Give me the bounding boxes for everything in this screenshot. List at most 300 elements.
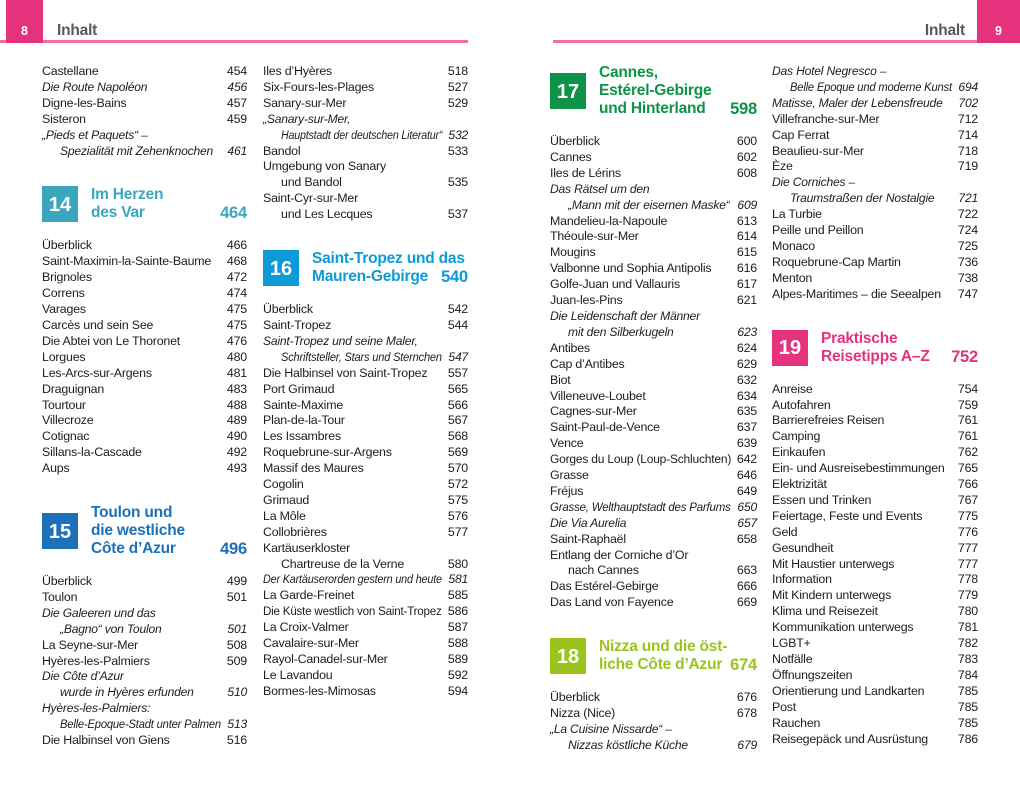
toc-entry [263,620,468,636]
toc-entry [772,64,978,80]
toc-entry [42,461,247,477]
toc-entry-text: Monaco [772,238,815,253]
toc-entry [42,654,247,670]
toc-entry-page: 600 [736,134,757,148]
toc-entry-page: 537 [447,207,468,222]
toc-entry-text: Die Via Aurelia [550,515,627,530]
toc-entry [550,532,757,548]
toc-entry-text: Saint-Tropez [263,317,332,332]
toc-entry-page: 609 [737,197,757,212]
page-number-left: 8 [21,24,28,38]
toc-entry-text: Lorgues [42,349,86,364]
toc-column-3 [550,64,757,754]
toc-entry [263,413,468,429]
toc-entry-text: und Les Lecques [281,207,373,222]
toc-entry-page: 649 [736,483,757,498]
toc-entry-text: wurde in Hyères erfunden [60,685,194,700]
toc-entry-page: 761 [957,429,978,444]
toc-entry-page: 663 [736,563,757,578]
toc-entry [550,261,757,277]
toc-entry-text: Cap Ferrat [772,127,830,142]
chapter-number: 17 [556,80,580,103]
toc-entry-page: 567 [447,413,468,428]
toc-entry [42,286,247,302]
chapter-title [599,64,757,118]
toc-entry [772,413,978,429]
toc-entry [772,287,978,303]
toc-entry [263,541,468,557]
toc-entry-page: 694 [958,79,978,94]
toc-entry-text: Die Leidenschaft der Männer [550,308,700,323]
toc-entry-page: 466 [226,238,247,253]
toc-entry [772,572,978,588]
toc-entry-page: 581 [448,572,468,587]
toc-entry-text: Entlang der Corniche d’Or [550,547,689,562]
toc-entry [550,722,757,738]
toc-entry-page: 544 [447,317,468,332]
toc-entry [42,445,247,461]
toc-entry [263,350,468,366]
toc-entry-page: 637 [736,420,757,435]
toc-entry [263,191,468,207]
toc-entry [772,429,978,445]
toc-entry-text: Fréjus [550,483,584,498]
chapter-heading [772,330,978,366]
chapter-number-box [42,513,78,549]
toc-entry [550,563,757,579]
toc-entry-text: Cannes [550,149,592,164]
toc-entry [42,318,247,334]
toc-entry-page: 639 [736,436,757,451]
toc-entry [550,277,757,293]
toc-entry-page: 616 [736,261,757,276]
toc-entry-text: Saint-Cyr-sur-Mer [263,191,359,206]
toc-entry-text: La Seyne-sur-Mer [42,637,138,652]
toc-entry-text: Chartreuse de la Verne [281,556,405,571]
toc-entry [772,493,978,509]
toc-entry-text: „Sanary-sur-Mer, [263,111,351,126]
toc-entry [550,595,757,611]
toc-entry-page: 613 [736,213,757,228]
toc-entry-page: 629 [736,356,757,371]
toc-entry-page: 493 [226,461,247,476]
toc-entry-text: Hyères-les-Palmiers [42,653,150,668]
toc-entry-page: 501 [227,621,247,636]
toc-entry-page: 533 [447,143,468,158]
toc-entry [772,207,978,223]
toc-entry [772,525,978,541]
toc-entry [263,302,468,318]
toc-entry-page: 784 [957,667,978,682]
toc-entry-page: 615 [736,245,757,260]
toc-entry [772,509,978,525]
toc-entry-page: 489 [226,413,247,428]
toc-entry-page: 634 [736,388,757,403]
toc-entry-page: 782 [957,636,978,651]
chapter-number: 19 [778,337,802,360]
toc-entry-text: Barrierefreies Reisen [772,413,885,428]
toc-entry [42,238,247,254]
chapter-title-text: Mauren-Gebirge [312,268,429,286]
toc-entry [263,557,468,573]
toc-entry-text: Reisegepäck und Ausrüstung [772,731,928,746]
toc-entry [42,382,247,398]
toc-entry-text: Castellane [42,64,99,78]
toc-entry [263,509,468,525]
toc-entry [263,366,468,382]
toc-entry [550,738,757,754]
toc-entry [772,239,978,255]
toc-entry [772,652,978,668]
toc-entry-page: 576 [447,508,468,523]
toc-entry-page: 501 [226,589,247,604]
toc-entry [772,159,978,175]
page-number-right: 9 [995,24,1002,38]
toc-entry [550,134,757,150]
toc-entry-text: Valbonne und Sophia Antipolis [550,261,712,276]
toc-entry-text: Mit Kindern unterwegs [772,588,892,603]
toc-entry-text: Le Lavandou [263,667,333,682]
chapter-number: 15 [48,520,72,543]
toc-entry-text: Camping [772,429,821,444]
toc-entry-page: 532 [448,127,468,142]
toc-entry-text: Alpes-Maritimes – die Seealpen [772,286,941,301]
toc-entry [772,668,978,684]
toc-entry-text: Tourtour [42,397,86,412]
toc-entry-page: 580 [447,556,468,571]
toc-entry-text: Belle-Epoque-Stadt unter Palmen [60,717,221,732]
toc-entry-page: 725 [957,238,978,253]
toc-entry-page: 456 [227,79,247,94]
chapter-number: 18 [556,645,580,668]
toc-entry [263,128,468,144]
toc-entry-text: Überblick [550,134,600,148]
toc-entry-text: Orientierung und Landkarten [772,683,925,698]
toc-entry [772,112,978,128]
toc-entry-text: Traumstraßen der Nostalgie [790,191,935,206]
toc-entry-text: Antibes [550,340,590,355]
toc-entry [550,420,757,436]
chapter-title-text: Cannes, [599,64,658,81]
toc-entry [42,144,247,160]
toc-entry-page: 724 [957,223,978,238]
toc-entry-text: Aups [42,461,70,476]
toc-entry-page: 781 [957,620,978,635]
chapter-title-line [91,204,247,222]
chapter-title-text: und Hinterland [599,100,706,117]
toc-entry [263,207,468,223]
toc-entry-page: 721 [958,191,978,206]
toc-entry [42,128,247,144]
toc-entry-page: 490 [226,429,247,444]
chapter-heading [263,250,468,286]
toc-entry-page: 712 [957,111,978,126]
toc-entry-text: Cagnes-sur-Mer [550,404,637,419]
toc-entry [772,445,978,461]
toc-entry-text: Saint-Paul-de-Vence [550,420,660,435]
toc-entry [263,493,468,509]
toc-entry-text: Autofahren [772,397,831,412]
toc-entry [550,436,757,452]
toc-entry-text: Bormes-les-Mimosas [263,683,376,698]
toc-entry-page: 475 [226,302,247,317]
toc-entry-text: Überblick [263,302,313,317]
toc-entry [550,229,757,245]
chapter-title [91,186,247,222]
toc-entry [42,398,247,414]
toc-entry [42,112,247,128]
toc-entry-text: Elektrizität [772,477,827,492]
page-number-tab-left [6,0,43,43]
toc-entry-text: Villeneuve-Loubet [550,388,646,403]
toc-entry [42,590,247,606]
toc-entry-text: Roquebrune-sur-Argens [263,445,392,460]
toc-entry-text: Die Route Napoléon [42,79,148,94]
chapter-page-number: 464 [220,204,247,223]
toc-entry-text: Rauchen [772,715,821,730]
chapter-title-text: Praktische [821,329,898,347]
toc-entry-text: Roquebrune-Cap Martin [772,254,901,269]
toc-entry-page: 468 [226,254,247,269]
toc-entry-text: Sillans-la-Cascade [42,445,142,460]
toc-entry-text: Die Küste westlich von Saint-Tropez [263,604,442,619]
toc-entry-text: LGBT+ [772,636,811,651]
chapter-title [821,330,978,366]
toc-entry-text: Carcès und sein See [42,317,154,332]
toc-entry-text: Geld [772,524,798,539]
toc-column-1 [42,64,247,749]
toc-entry-text: Correns [42,286,85,301]
toc-entry-page: 617 [736,277,757,292]
chapter-title-line [821,330,978,348]
chapter-title-text: Côte d’Azur [91,540,176,558]
toc-entry [42,606,247,622]
chapter-title-line [91,540,247,558]
toc-entry-page: 783 [957,652,978,666]
toc-entry-page: 719 [957,159,978,174]
toc-entry-text: Die Abtei von Le Thoronet [42,333,181,348]
toc-entry-page: 747 [957,286,978,301]
toc-entry [263,398,468,414]
toc-entry-page: 585 [447,588,468,603]
chapter-title [599,638,757,674]
toc-entry-text: Überblick [42,238,92,253]
toc-entry-page: 759 [957,397,978,412]
toc-entry [772,80,978,96]
toc-entry-text: Öffnungszeiten [772,667,853,682]
toc-entry-page: 508 [226,637,247,652]
toc-entry-page: 588 [447,636,468,651]
toc-entry-text: und Bandol [281,175,342,190]
toc-entry-page: 766 [957,477,978,492]
toc-entry [772,541,978,557]
chapter-title-line [599,656,757,674]
toc-entry-text: Hyères-les-Palmiers: [42,701,151,716]
toc-entry-page: 577 [447,524,468,539]
toc-entry [42,254,247,270]
toc-entry [550,452,757,468]
toc-entry-page: 476 [226,333,247,348]
toc-entry-page: 761 [957,413,978,428]
chapter-title-line [91,522,247,540]
toc-entry [550,198,757,214]
toc-entry [772,223,978,239]
toc-entry [550,404,757,420]
toc-entry-text: Rayol-Canadel-sur-Mer [263,652,388,666]
chapter-heading [42,186,247,222]
toc-entry-text: Matisse, Maler der Lebensfreude [772,95,943,110]
toc-entry-text: Collobrières [263,524,327,539]
toc-entry-page: 718 [957,143,978,158]
toc-entry-text: Klima und Reisezeit [772,604,878,619]
toc-entry-text: Draguignan [42,381,105,396]
toc-entry-text: Vence [550,436,584,451]
toc-entry-page: 754 [957,381,978,396]
toc-entry-text: Das Land von Fayence [550,595,674,610]
chapter-page-number: 496 [220,540,247,559]
toc-entry-page: 714 [957,127,978,142]
toc-entry-text: Die Halbinsel von Giens [42,733,170,748]
toc-entry-page: 666 [736,579,757,594]
toc-entry [550,579,757,595]
toc-entry-page: 510 [227,685,247,700]
chapter-number-box [550,73,586,109]
toc-entry-page: 488 [226,397,247,412]
chapter-title-line [599,638,757,656]
toc-entry-page: 657 [737,515,757,530]
toc-entry [263,429,468,445]
toc-column-2 [263,64,468,700]
toc-entry-text: Saint-Raphaël [550,531,626,546]
toc-entry-text: Das Rätsel um den [550,181,650,196]
toc-entry [550,214,757,230]
toc-entry-text: „Pieds et Paquets“ – [42,127,148,142]
toc-entry [550,245,757,261]
toc-entry [550,484,757,500]
toc-entry-text: „Mann mit der eisernen Maske“ [568,197,730,212]
toc-entry-text: Kommunikation unterwegs [772,620,914,635]
toc-entry [263,318,468,334]
toc-entry-page: 557 [447,365,468,380]
toc-entry-text: Plan-de-la-Tour [263,413,345,428]
toc-entry-page: 780 [957,604,978,619]
toc-entry-page: 492 [226,445,247,460]
chapter-title-text: die westliche [91,522,185,540]
toc-entry-text: Digne-les-Bains [42,95,127,110]
toc-entry-text: Les-Arcs-sur-Argens [42,365,152,380]
toc-entry [263,477,468,493]
toc-entry [772,684,978,700]
chapter-title-text: des Var [91,204,145,222]
toc-entry-text: Mandelieu-la-Napoule [550,213,668,228]
chapter-title [91,504,247,558]
toc-entry-text: Gorges du Loup (Loup-Schluchten) [550,452,732,467]
toc-entry [263,175,468,191]
toc-entry-page: 586 [447,604,468,619]
toc-entry [550,690,757,706]
toc-entry-text: Nizzas köstliche Küche [568,737,688,752]
toc-entry-text: Die Corniches – [772,175,856,190]
toc-entry-text: Anreise [772,381,813,396]
chapter-title-text: Saint-Tropez und das [312,250,465,268]
toc-entry [772,191,978,207]
toc-entry-page: 499 [226,574,247,589]
header-title-left: Inhalt [57,22,98,39]
chapter-title-text: Toulon und [91,504,173,522]
toc-entry-text: Ein- und Ausreisebestimmungen [772,461,945,476]
toc-entry-text: Théoule-sur-Mer [550,229,639,244]
chapter-title-line [91,186,247,204]
toc-entry-page: 472 [226,270,247,285]
chapter-number: 14 [48,193,72,216]
toc-entry [263,684,468,700]
toc-entry [550,548,757,564]
toc-entry-text: Kartäuserkloster [263,540,351,555]
toc-entry-text: Juan-les-Pins [550,293,623,308]
chapter-page-number: 752 [951,347,978,366]
toc-entry-text: Die Halbinsel von Saint-Tropez [263,365,428,380]
toc-entry [772,604,978,620]
chapter-title-line [821,348,978,366]
toc-entry-text: Saint-Tropez und seine Maler, [263,333,418,348]
toc-entry-page: 676 [736,690,757,705]
chapter-title [312,250,468,286]
toc-entry-page: 535 [447,175,468,190]
chapter-title-line [599,64,757,82]
toc-entry [772,128,978,144]
toc-entry [772,175,978,191]
toc-entry [772,477,978,493]
toc-entry-text: Das Hotel Negresco – [772,64,887,78]
toc-entry [263,382,468,398]
chapter-title-text: Nizza und die öst- [599,638,728,656]
toc-entry-text: La Croix-Valmer [263,620,349,635]
toc-entry-page: 738 [957,270,978,285]
toc-entry-text: Umgebung von Sanary [263,159,386,174]
toc-entry-page: 658 [736,531,757,546]
page-number-tab-right [977,0,1020,43]
toc-entry-text: Cap d’Antibes [550,356,625,371]
toc-entry-text: nach Cannes [568,563,639,578]
toc-entry [42,334,247,350]
toc-entry [42,413,247,429]
toc-entry-page: 547 [448,349,468,364]
toc-entry [42,429,247,445]
chapter-heading [42,504,247,558]
toc-entry [263,80,468,96]
toc-entry-page: 594 [447,683,468,698]
toc-entry-page: 608 [736,165,757,180]
header-rule-left [0,40,468,43]
toc-entry-page: 592 [447,667,468,682]
toc-entry [550,516,757,532]
toc-entry-text: Villefranche-sur-Mer [772,111,880,126]
chapter-page-number: 674 [730,656,757,675]
toc-entry [263,144,468,160]
toc-entry-text: Spezialität mit Zehenknochen [60,143,214,158]
toc-entry-text: Cavalaire-sur-Mer [263,636,359,651]
toc-entry-page: 457 [226,95,247,110]
toc-entry-text: Saint-Maximin-la-Sainte-Baume [42,254,212,269]
toc-entry-page: 624 [736,340,757,355]
chapter-number-box [772,330,808,366]
toc-entry-text: Toulon [42,589,78,604]
toc-entry-page: 785 [957,715,978,730]
toc-entry-text: Port Grimaud [263,381,335,396]
toc-entry [263,96,468,112]
toc-entry [550,150,757,166]
toc-entry-text: Cogolin [263,477,304,492]
